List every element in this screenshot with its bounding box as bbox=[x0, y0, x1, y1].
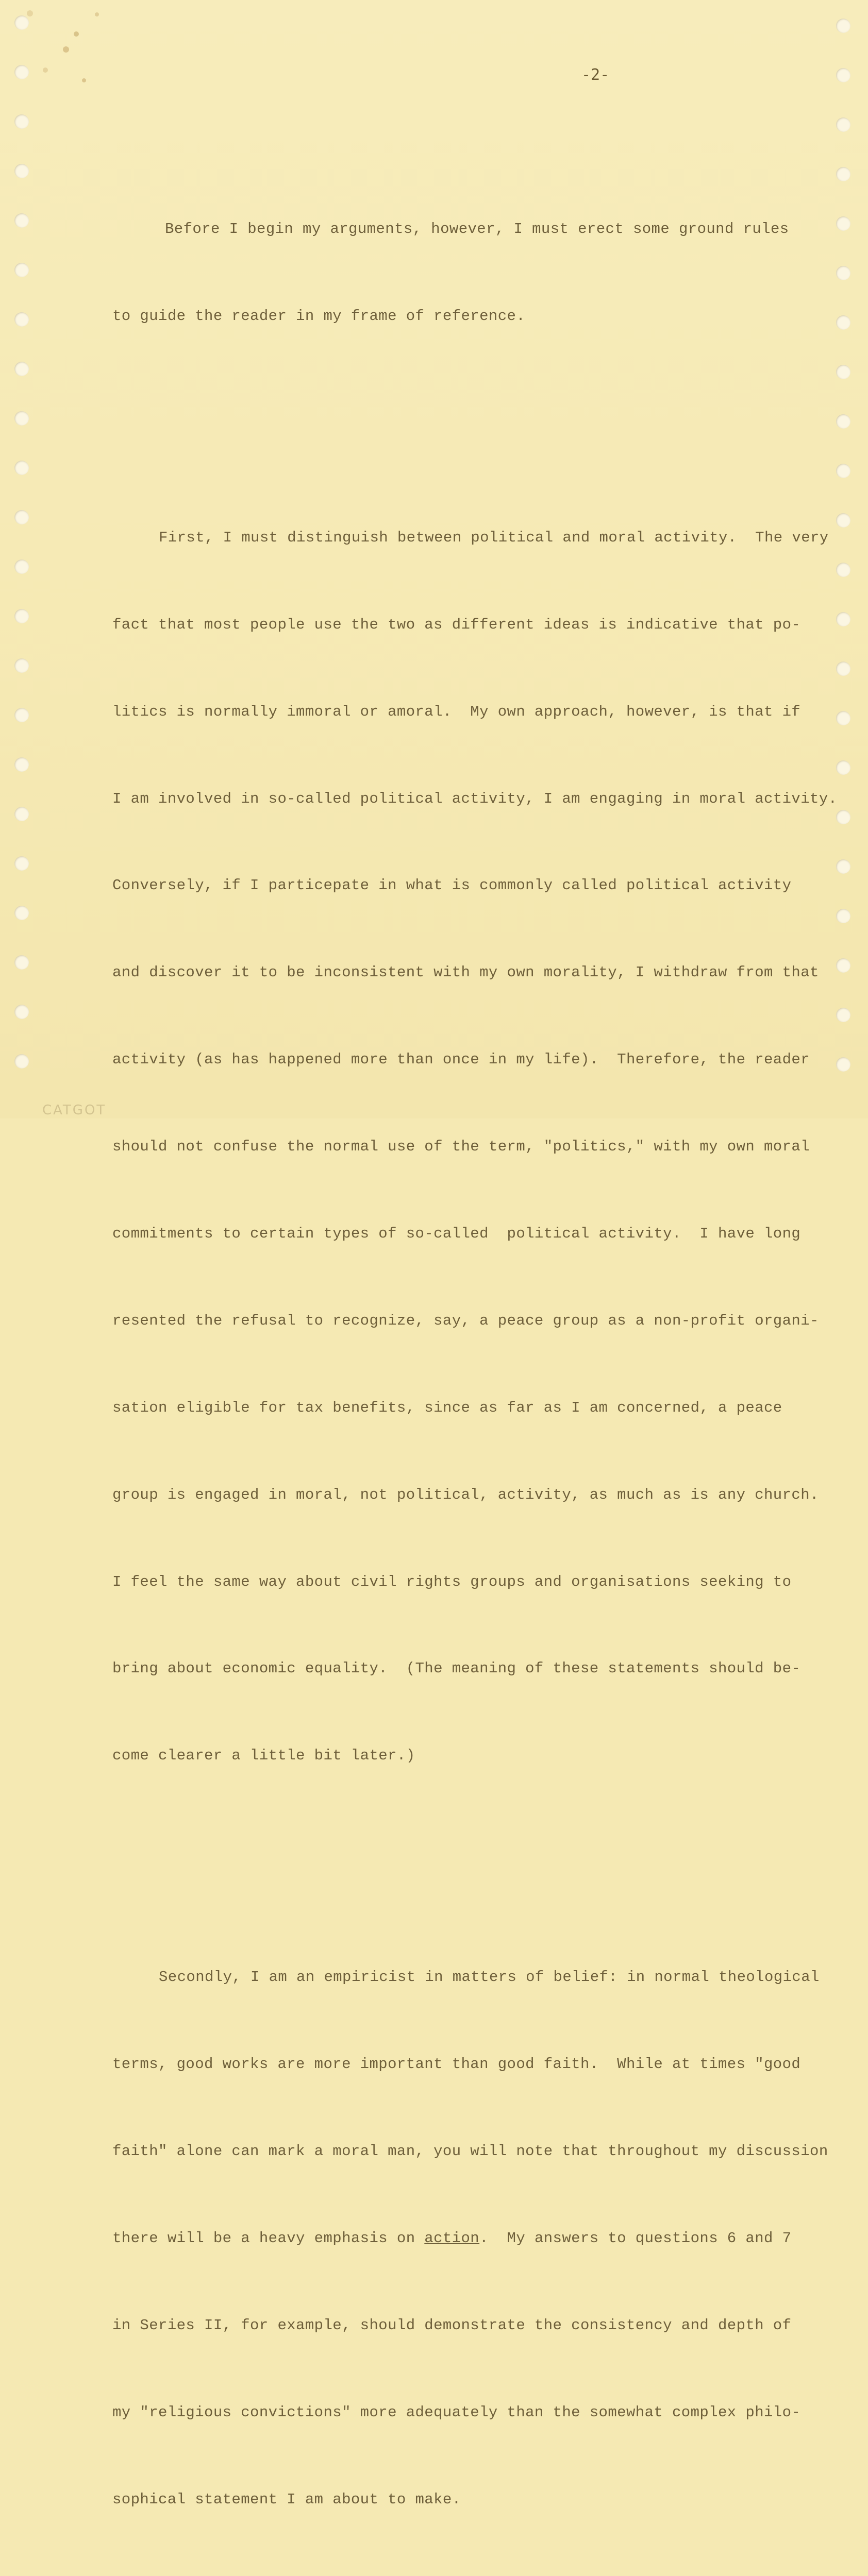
text-line: my "religious convictions" more adequately than the somewhat complex philo- bbox=[112, 2403, 801, 2421]
document-body bbox=[112, 128, 838, 2576]
text-line: Before I begin my arguments, however, I must erect some ground rules bbox=[165, 220, 789, 238]
page-number: -2- bbox=[581, 66, 610, 84]
text-line-emphasis bbox=[112, 2224, 824, 2253]
text-line: resented the refusal to recognize, say, a peace group as a non-profit organi- bbox=[112, 1312, 819, 1329]
text-line: to guide the reader in my frame of reference. bbox=[112, 307, 526, 325]
text-line: Secondly, I am an empiricist in matters of belief: in normal theological bbox=[159, 1969, 820, 1986]
text-segment: . My answers to questions 6 and 7 bbox=[479, 2230, 792, 2247]
text-line: in Series II, for example, should demonstrate the consistency and depth of bbox=[112, 2316, 792, 2334]
text-line: sation eligible for tax benefits, since as far as I am concerned, a peace bbox=[112, 1399, 782, 1416]
text-line: I feel the same way about civil rights groups and organisations seeking to bbox=[112, 1573, 792, 1590]
text-line: come clearer a little bit later.) bbox=[112, 1747, 415, 1765]
text-line: First, I must distinguish between political and moral activity. The very bbox=[159, 529, 829, 546]
text-segment: there will be a heavy emphasis on bbox=[112, 2230, 425, 2247]
text-line: sophical statement I am about to make. bbox=[112, 2490, 461, 2508]
text-line: bring about economic equality. (The meaning of these statements should be- bbox=[112, 1660, 801, 1677]
text-line: Conversely, if I particepate in what is commonly called political activity bbox=[112, 877, 792, 894]
text-line: group is engaged in moral, not political, activity, as much as is any church. bbox=[112, 1486, 819, 1503]
text-line: terms, good works are more important than good faith. While at times "good bbox=[112, 2056, 801, 2073]
text-line: activity (as has happened more than once in my life). Therefore, the reader bbox=[112, 1051, 810, 1069]
archive-stamp: CATGOT bbox=[42, 1103, 107, 1118]
underlined-word: action bbox=[424, 2230, 480, 2247]
text-line: fact that most people use the two as different ideas is indicative that po- bbox=[112, 616, 801, 633]
text-line: should not confuse the normal use of the term, "politics," with my own moral bbox=[112, 1138, 810, 1156]
text-line: I am involved in so-called political activity, I am engaging in moral activity. bbox=[112, 790, 838, 807]
text-line: and discover it to be inconsistent with my own morality, I withdraw from that bbox=[112, 964, 819, 981]
text-line: commitments to certain types of so-called political activity. I have long bbox=[112, 1225, 801, 1242]
left-tractor-holes bbox=[14, 0, 35, 1118]
right-tractor-holes bbox=[836, 0, 857, 1118]
text-line: litics is normally immoral or amoral. My own approach, however, is that if bbox=[112, 703, 801, 720]
text-line: faith" alone can mark a moral man, you will note that throughout my discussion bbox=[112, 2143, 828, 2160]
